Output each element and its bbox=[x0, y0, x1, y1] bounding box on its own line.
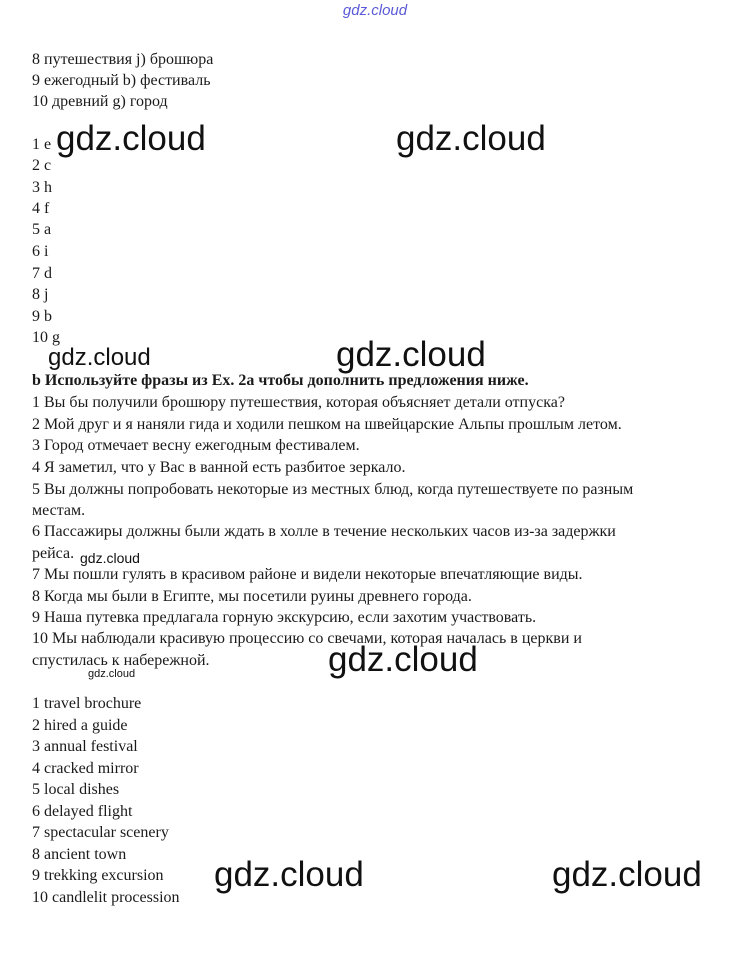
answer-b: 10 candlelit procession bbox=[32, 889, 180, 906]
answer-b: 4 cracked mirror bbox=[32, 760, 139, 777]
exercise-b-line: 1 Вы бы получили брошюру путешествия, которая объясняет детали отпуска? bbox=[32, 394, 565, 411]
watermark: gdz.cloud bbox=[48, 344, 151, 371]
exercise-b-line: рейса. bbox=[32, 545, 75, 562]
answer-b: 1 travel brochure bbox=[32, 695, 142, 712]
answer-a: 3 h bbox=[32, 179, 52, 196]
exercise-b-line: 2 Мой друг и я наняли гида и ходили пешком на швейцарские Альпы прошлым летом. bbox=[32, 416, 622, 433]
exercise-b-line: 7 Мы пошли гулять в красивом районе и видели некоторые впечатляющие виды. bbox=[32, 566, 583, 583]
answer-b: 2 hired a guide bbox=[32, 717, 128, 734]
answer-a: 10 g bbox=[32, 329, 60, 346]
watermark: gdz.cloud bbox=[88, 668, 136, 680]
answer-b: 3 annual festival bbox=[32, 738, 138, 755]
watermark: gdz.cloud bbox=[214, 855, 364, 894]
answer-a: 1 e bbox=[32, 136, 52, 153]
answer-b: 8 ancient town bbox=[32, 846, 127, 863]
match-pair: 10 древний g) город bbox=[32, 93, 168, 110]
answer-b: 9 trekking excursion bbox=[32, 867, 164, 884]
exercise-b-line: спустилась к набережной. bbox=[32, 652, 210, 669]
watermark: gdz.cloud bbox=[56, 119, 206, 158]
answer-b: 5 local dishes bbox=[32, 781, 120, 798]
answer-a: 9 b bbox=[32, 308, 52, 325]
answer-a: 4 f bbox=[32, 200, 50, 217]
match-pair: 9 ежегодный b) фестиваль bbox=[32, 72, 211, 89]
exercise-b-line: 10 Мы наблюдали красивую процессию со свечами, которая началась в церкви и bbox=[32, 630, 582, 647]
exercise-b-line: 8 Когда мы были в Египте, мы посетили руины древнего города. bbox=[32, 588, 472, 605]
exercise-b-heading: b Используйте фразы из Ex. 2a чтобы дополнить предложения ниже. bbox=[32, 372, 529, 389]
watermark: gdz.cloud bbox=[396, 119, 546, 158]
watermark: gdz.cloud bbox=[328, 640, 478, 679]
header-watermark: gdz.cloud bbox=[342, 2, 408, 19]
answer-a: 8 j bbox=[32, 286, 49, 303]
exercise-b-line: местам. bbox=[32, 502, 86, 519]
exercise-b-line: 3 Город отмечает весну ежегодным фестивалем. bbox=[32, 437, 360, 454]
answer-a: 7 d bbox=[32, 265, 52, 282]
watermark: gdz.cloud bbox=[336, 335, 486, 374]
answer-b: 6 delayed flight bbox=[32, 803, 133, 820]
answer-a: 2 c bbox=[32, 157, 52, 174]
answer-a: 5 a bbox=[32, 221, 52, 238]
exercise-b-line: 6 Пассажиры должны были ждать в холле в течение нескольких часов из-за задержки bbox=[32, 523, 616, 540]
answer-a: 6 i bbox=[32, 243, 49, 260]
answer-b: 7 spectacular scenery bbox=[32, 824, 169, 841]
exercise-b-line: 4 Я заметил, что у Вас в ванной есть разбитое зеркало. bbox=[32, 459, 406, 476]
watermark: gdz.cloud bbox=[552, 855, 702, 894]
exercise-b-line: 9 Наша путевка предлагала горную экскурсию, если захотим участвовать. bbox=[32, 609, 537, 626]
exercise-b-line: 5 Вы должны попробовать некоторые из местных блюд, когда путешествуете по разным bbox=[32, 481, 634, 498]
match-pair: 8 путешествия j) брошюра bbox=[32, 51, 214, 68]
watermark: gdz.cloud bbox=[80, 550, 140, 566]
